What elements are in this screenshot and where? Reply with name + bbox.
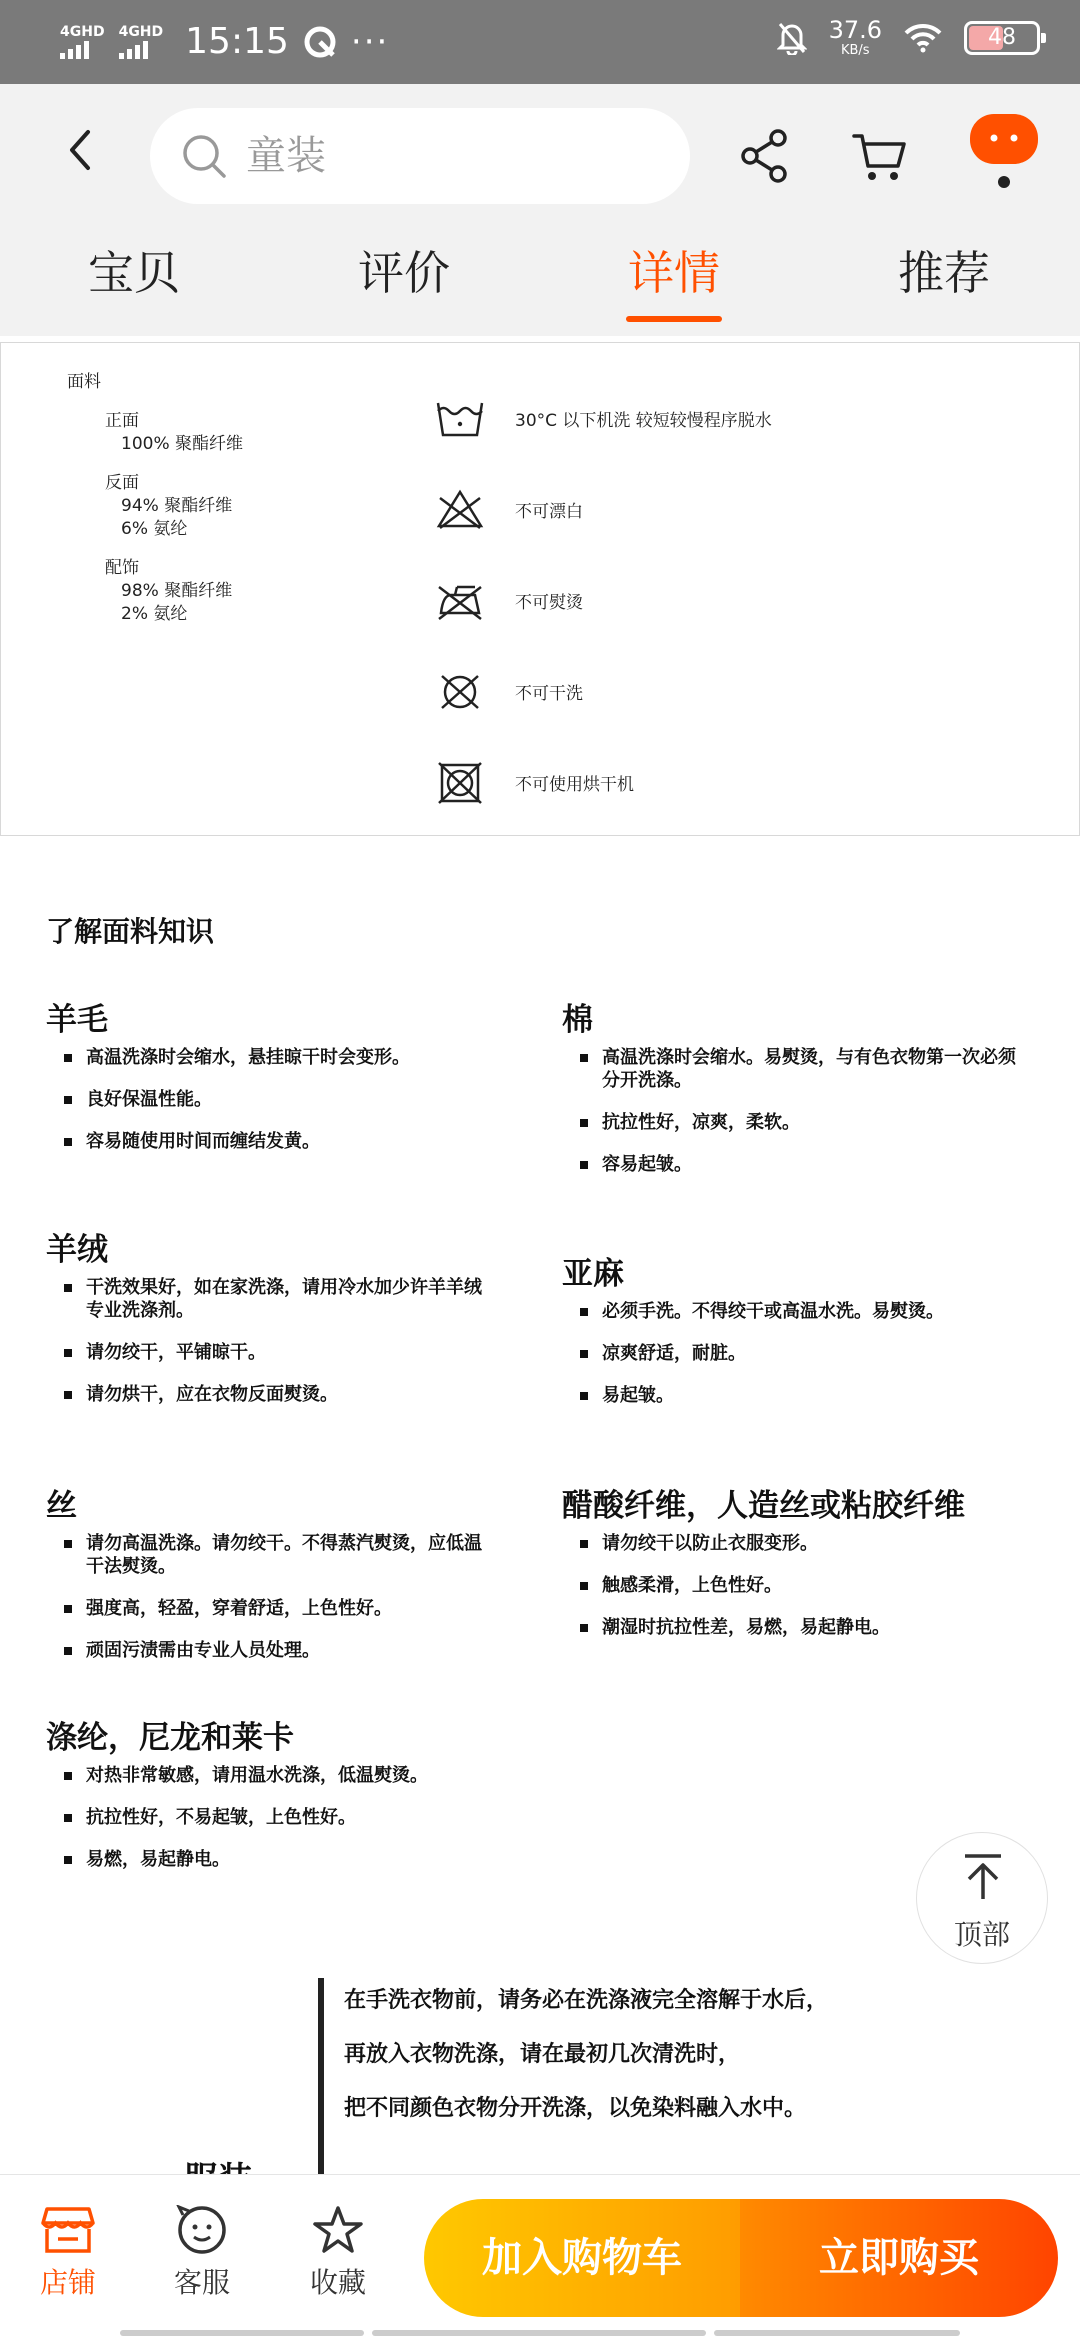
- care-row: [435, 373, 772, 464]
- wash-note-line: 再放入衣物洗涤，请在最初几次清洗时，: [344, 2042, 741, 2067]
- material-title: 醋酸纤维，人造丝或粘胶纤维: [562, 1488, 965, 1524]
- wash-note-line: 在手洗衣物前，请务必在洗涤液完全溶解于水后，: [344, 1988, 829, 2013]
- cart-icon[interactable]: [852, 128, 908, 184]
- material-linen: [562, 1254, 1032, 1426]
- care-text: 不可干洗: [515, 684, 583, 704]
- trim-item: 98% 聚酯纤维: [121, 581, 233, 601]
- customer-service-label: 客服: [173, 2266, 230, 2299]
- tab-reviews[interactable]: 评价: [358, 246, 450, 300]
- care-text: 不可使用烘干机: [515, 775, 634, 795]
- front-item: 100% 聚酯纤维: [121, 434, 244, 454]
- search-placeholder: 童装: [246, 133, 326, 179]
- front-title: 正面: [105, 411, 139, 431]
- wash-note: [344, 1974, 828, 2136]
- sim2-label: 4GHD: [118, 24, 164, 40]
- no-bleach-icon: [435, 488, 485, 532]
- care-row: [435, 464, 772, 555]
- signal-sim2-icon: [119, 25, 164, 59]
- material-title: 羊毛: [46, 1002, 108, 1038]
- material-cotton: [562, 1000, 1032, 1195]
- assistant-mascot-icon[interactable]: [966, 110, 1042, 194]
- material-title: 羊绒: [46, 1232, 108, 1268]
- knowledge-title: 了解面料知识: [46, 915, 215, 948]
- net-speed-value: 37.6: [828, 16, 882, 44]
- material-bullet: 触感柔滑，上色性好。: [562, 1574, 1042, 1597]
- mute-bell-icon: [777, 21, 807, 55]
- care-row: [435, 646, 772, 737]
- search-icon: [180, 132, 228, 180]
- material-bullet: 高温洗涤时会缩水。易熨烫，与有色衣物第一次必须分开洗涤。: [562, 1046, 1032, 1092]
- purchase-buttons: [424, 2199, 1058, 2317]
- wash-note-divider: [318, 1978, 324, 2178]
- material-cashmere: [46, 1230, 486, 1425]
- back-arrow-icon[interactable]: [52, 120, 112, 180]
- material-bullet: 凉爽舒适，耐脏。: [562, 1342, 1032, 1365]
- material-bullet: 容易起皱。: [562, 1153, 1032, 1176]
- material-title: 丝: [46, 1488, 77, 1524]
- active-tab-indicator: [626, 316, 722, 322]
- material-bullet: 请勿绞干以防止衣服变形。: [562, 1532, 1042, 1555]
- favorite-button[interactable]: [288, 2205, 388, 2301]
- star-icon: [311, 2205, 365, 2255]
- status-bar: [0, 0, 1080, 84]
- tab-item[interactable]: 宝贝: [88, 246, 180, 300]
- care-row: [435, 737, 772, 828]
- care-text: 不可漂白: [515, 502, 583, 522]
- signal-sim1-icon: [60, 25, 105, 59]
- wash-note-line: 把不同颜色衣物分开洗涤，以免染料融入水中。: [344, 2096, 807, 2121]
- battery-level: 48: [988, 24, 1016, 50]
- back-item: 6% 氨纶: [121, 519, 188, 539]
- material-bullet: 顽固污渍需由专业人员处理。: [46, 1639, 486, 1662]
- store-label: 店铺: [39, 2266, 96, 2299]
- material-wool: [46, 1000, 506, 1172]
- tab-recommend[interactable]: 推荐: [898, 246, 990, 300]
- clock: 15:15: [185, 21, 289, 62]
- share-icon[interactable]: [738, 128, 790, 184]
- net-speed-unit: KB/s: [840, 43, 870, 58]
- buy-now-button[interactable]: 立即购买: [740, 2199, 1058, 2317]
- material-bullet: 请勿烘干，应在衣物反面熨烫。: [46, 1383, 486, 1406]
- care-text: 30°C 以下机洗 较短较慢程序脱水: [515, 411, 772, 431]
- sim1-label: 4GHD: [60, 24, 105, 40]
- care-instructions: [435, 373, 772, 828]
- material-bullet: 抗拉性好，凉爽，柔软。: [562, 1111, 1032, 1134]
- machine-wash-30-icon: [435, 397, 485, 441]
- fabric-title: 面料: [67, 372, 101, 392]
- material-bullet: 潮湿时抗拉性差，易燃，易起静电。: [562, 1616, 1042, 1639]
- arrow-up-icon: [961, 1853, 1005, 1901]
- material-bullet: 请勿绞干，平铺晾干。: [46, 1341, 486, 1364]
- material-silk: [46, 1486, 486, 1681]
- search-input[interactable]: [150, 108, 690, 204]
- no-tumble-dry-icon: [435, 761, 485, 805]
- network-speed: [829, 18, 882, 57]
- material-bullet: 干洗效果好，如在家洗涤，请用冷水加少许羊羊绒专业洗涤剂。: [46, 1276, 486, 1322]
- care-row: [435, 555, 772, 646]
- battery-icon: [964, 21, 1040, 55]
- back-to-top-label: 顶部: [953, 1918, 1010, 1951]
- material-bullet: 对热非常敏感，请用温水洗涤，低温熨烫。: [46, 1764, 516, 1787]
- trim-title: 配饰: [105, 558, 139, 578]
- no-dry-clean-icon: [435, 670, 485, 714]
- customer-service-icon: [175, 2205, 229, 2255]
- app-notification-icon: [303, 25, 337, 59]
- material-polyester: [46, 1718, 516, 1890]
- material-bullet: 易燃，易起静电。: [46, 1848, 516, 1871]
- store-icon: [41, 2205, 95, 2255]
- add-to-cart-button[interactable]: 加入购物车: [424, 2199, 740, 2317]
- material-bullet: 请勿高温洗涤。请勿绞干。不得蒸汽熨烫，应低温干法熨烫。: [46, 1532, 486, 1578]
- material-bullet: 易起皱。: [562, 1384, 1032, 1407]
- wifi-icon: [904, 23, 942, 53]
- header: [0, 84, 1080, 230]
- material-bullet: 抗拉性好，不易起皱，上色性好。: [46, 1806, 516, 1829]
- material-bullet: 强度高，轻盈，穿着舒适，上色性好。: [46, 1597, 486, 1620]
- no-iron-icon: [435, 579, 485, 623]
- store-button[interactable]: [18, 2205, 118, 2301]
- nav-indicator: [120, 2330, 364, 2336]
- tab-details[interactable]: [594, 242, 754, 304]
- nav-indicator: [372, 2330, 706, 2336]
- back-title: 反面: [105, 473, 139, 493]
- back-to-top-button[interactable]: [916, 1832, 1048, 1964]
- bottom-action-bar: [0, 2174, 1080, 2340]
- back-item: 94% 聚酯纤维: [121, 496, 233, 516]
- more-notifications-icon: ···: [350, 22, 390, 62]
- material-title: 亚麻: [562, 1256, 624, 1292]
- fabric-composition: [67, 371, 243, 626]
- material-bullet: 必须手洗。不得绞干或高温水洗。易熨烫。: [562, 1300, 1032, 1323]
- material-bullet: 良好保温性能。: [46, 1088, 506, 1111]
- material-title: 棉: [562, 1002, 593, 1038]
- material-title: 涤纶，尼龙和莱卡: [46, 1720, 294, 1756]
- care-text: 不可熨烫: [515, 593, 583, 613]
- material-bullet: 容易随使用时间而缠结发黄。: [46, 1130, 506, 1153]
- detail-tabs: [0, 230, 1080, 336]
- nav-indicator: [714, 2330, 960, 2336]
- trim-item: 2% 氨纶: [121, 604, 188, 624]
- material-bullet: 高温洗涤时会缩水，悬挂晾干时会变形。: [46, 1046, 506, 1069]
- tab-details-label: 详情: [628, 246, 720, 300]
- customer-service-button[interactable]: [152, 2205, 252, 2301]
- material-acetate: [562, 1486, 1042, 1658]
- favorite-label: 收藏: [309, 2266, 366, 2299]
- care-label-card: [0, 342, 1080, 836]
